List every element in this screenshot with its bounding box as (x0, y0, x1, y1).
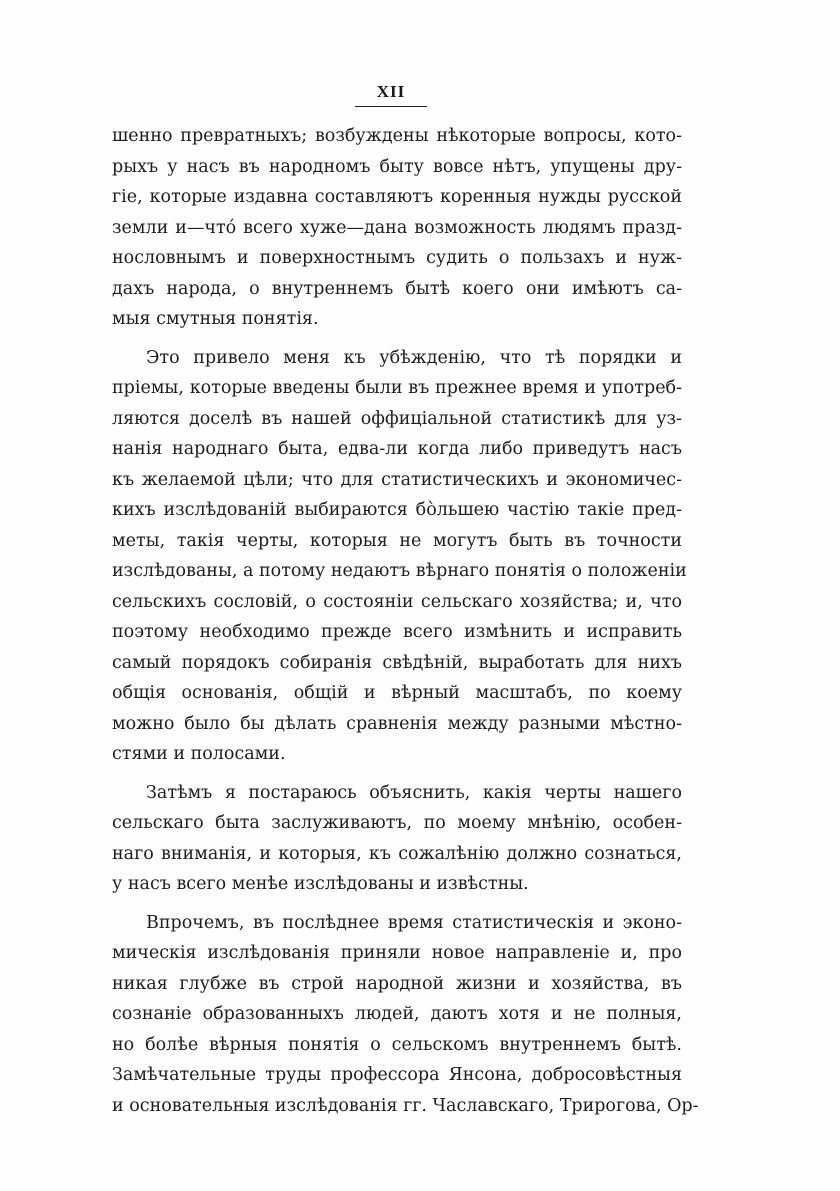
text-line: и основательныя изслѣдованія гг. Чаславскаго, Трирогова, Ор- (112, 1095, 699, 1116)
paragraph (112, 121, 682, 335)
text-line: дахъ народа, о внутреннемъ бытѣ коего они имѣютъ са- (112, 278, 682, 299)
text-line: шенно превратныхъ; возбуждены нѣкоторые вопросы, кото- (112, 126, 682, 146)
paragraph (112, 778, 682, 900)
text-line: общія основанія, общій и вѣрный масштабъ, по коему (112, 683, 682, 703)
text-line: нанія народнаго быта, едва-ли когда либо приведутъ насъ (112, 439, 682, 459)
text-line: стями и полосами. (112, 744, 286, 764)
text-line: Замѣчательные труды профессора Янсона, добросовѣстныя (112, 1065, 682, 1085)
body-text (112, 121, 699, 1121)
text-line: сельскихъ сословій, о состояніи сельскаго хозяйства; и, что (112, 591, 682, 612)
text-line: наго вниманія, и которыя, къ сожалѣнію должно сознаться, (112, 843, 682, 864)
text-line: можно было бы дѣлать сравненія между разными мѣстно- (112, 713, 682, 734)
paragraph-gap (112, 900, 682, 908)
text-line: никая глубже въ строй народной жизни и хозяйства, въ (112, 973, 682, 994)
text-line: сознаніе образованныхъ людей, даютъ хотя и не полныя, (112, 1004, 682, 1024)
text-line: Впрочемъ, въ послѣднее время статистическія и эконо- (146, 912, 682, 933)
text-line: мыя смутныя понятія. (112, 309, 319, 329)
text-line: меты, такія черты, которыя не могутъ быть въ точности (112, 530, 682, 551)
paragraph-gap (112, 335, 682, 343)
text-line: земли и—что́ всего хуже—дана возможность людямъ празд- (112, 217, 682, 238)
page-number: XII (376, 82, 406, 101)
text-line: пріемы, которые введены были въ прежнее время и употреб- (112, 378, 682, 398)
text-line: нословнымъ и поверхностнымъ судить о пользахъ и нуж- (112, 248, 682, 268)
text-line: къ желаемой цѣли; что для статистическихъ и экономичес- (112, 469, 682, 490)
text-line: рыхъ у насъ въ народномъ быту вовсе нѣтъ, упущены дру- (112, 156, 682, 177)
text-line: но болѣе вѣрныя понятія о сельскомъ внутреннемъ бытѣ. (112, 1034, 682, 1055)
paragraph (112, 908, 699, 1122)
text-line: у насъ всего менѣе изслѣдованы и извѣстны. (112, 874, 529, 894)
text-line: поэтому необходимо прежде всего измѣнить и исправить (112, 622, 682, 642)
paragraph-gap (112, 770, 682, 778)
paragraph (112, 343, 687, 770)
text-line: самый порядокъ собиранія свѣдѣній, выработать для нихъ (112, 652, 682, 673)
text-line: изслѣдованы, а потому недаютъ вѣрнаго понятія о положеніи (112, 561, 687, 581)
text-line: Затѣмъ я постараюсь объяснить, какія черты нашего (146, 782, 682, 803)
text-line: кихъ изслѣдованій выбираются бо̀льшею частію такіе пред- (112, 500, 682, 520)
text-line: мическія изслѣдованія приняли новое направленіе и, про (112, 943, 682, 963)
text-line: гіе, которые издавна составляютъ коренныя нужды русской (112, 187, 682, 207)
header-rule (355, 106, 427, 107)
text-line: ляются доселѣ въ нашей оффиціальной статистикѣ для уз- (112, 408, 682, 429)
text-line: Это привело меня къ убѣжденію, что тѣ порядки и (146, 347, 682, 368)
text-line: сельскаго быта заслуживаютъ, по моему мнѣнію, особен- (112, 813, 682, 833)
